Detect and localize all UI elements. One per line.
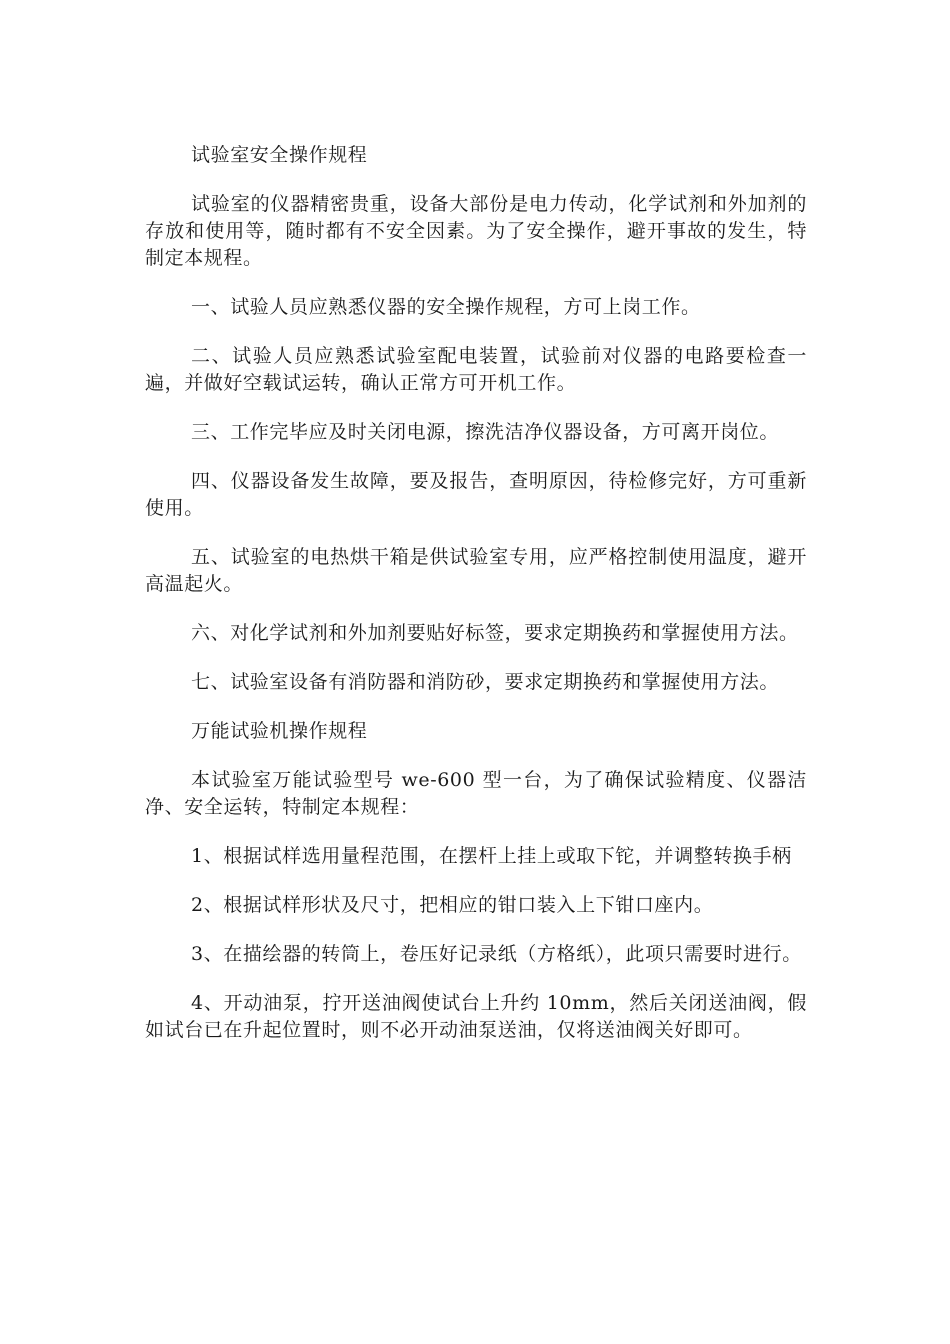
section2-item-4: 4、开动油泵，拧开送油阀使试台上升约 10mm，然后关闭送油阀，假如试台已在升起位置时，则不必开动油泵送油，仅将送油阀关好即可。 (145, 992, 807, 1041)
document-page (145, 142, 807, 1066)
section1-intro: 试验室的仪器精密贵重，设备大部份是电力传动，化学试剂和外加剂的存放和使用等，随时都有不安全因素。为了安全操作，避开事故的发生，特制定本规程。 (145, 193, 807, 269)
section2-title: 万能试验机操作规程 (191, 720, 368, 742)
section1-item-6: 六、对化学试剂和外加剂要贴好标签，要求定期换药和掌握使用方法。 (191, 622, 799, 644)
section2-intro: 本试验室万能试验型号 we-600 型一台，为了确保试验精度、仪器洁净、安全运转，特制定本规程： (145, 769, 807, 818)
section2-item-1: 1、根据试样选用量程范围，在摆杆上挂上或取下铊，并调整转换手柄 (191, 845, 792, 867)
section1-item-7: 七、试验室设备有消防器和消防砂，要求定期换药和掌握使用方法。 (191, 671, 780, 693)
section1-title: 试验室安全操作规程 (191, 144, 368, 166)
section2-item-2: 2、根据试样形状及尺寸，把相应的钳口装入上下钳口座内。 (191, 894, 714, 916)
section1-item-5: 五、试验室的电热烘干箱是供试验室专用，应严格控制使用温度，避开高温起火。 (145, 546, 807, 595)
section2-item-3: 3、在描绘器的转筒上，卷压好记录纸（方格纸），此项只需要时进行。 (191, 943, 802, 965)
section1-item-3: 三、工作完毕应及时关闭电源，擦洗洁净仪器设备，方可离开岗位。 (191, 421, 780, 443)
section1-item-4: 四、仪器设备发生故障，要及报告，查明原因，待检修完好，方可重新使用。 (145, 470, 807, 519)
section1-item-2: 二、试验人员应熟悉试验室配电装置，试验前对仪器的电路要检查一遍，并做好空载试运转，确认正常方可开机工作。 (145, 345, 807, 394)
section1-item-1: 一、试验人员应熟悉仪器的安全操作规程，方可上岗工作。 (191, 296, 701, 318)
